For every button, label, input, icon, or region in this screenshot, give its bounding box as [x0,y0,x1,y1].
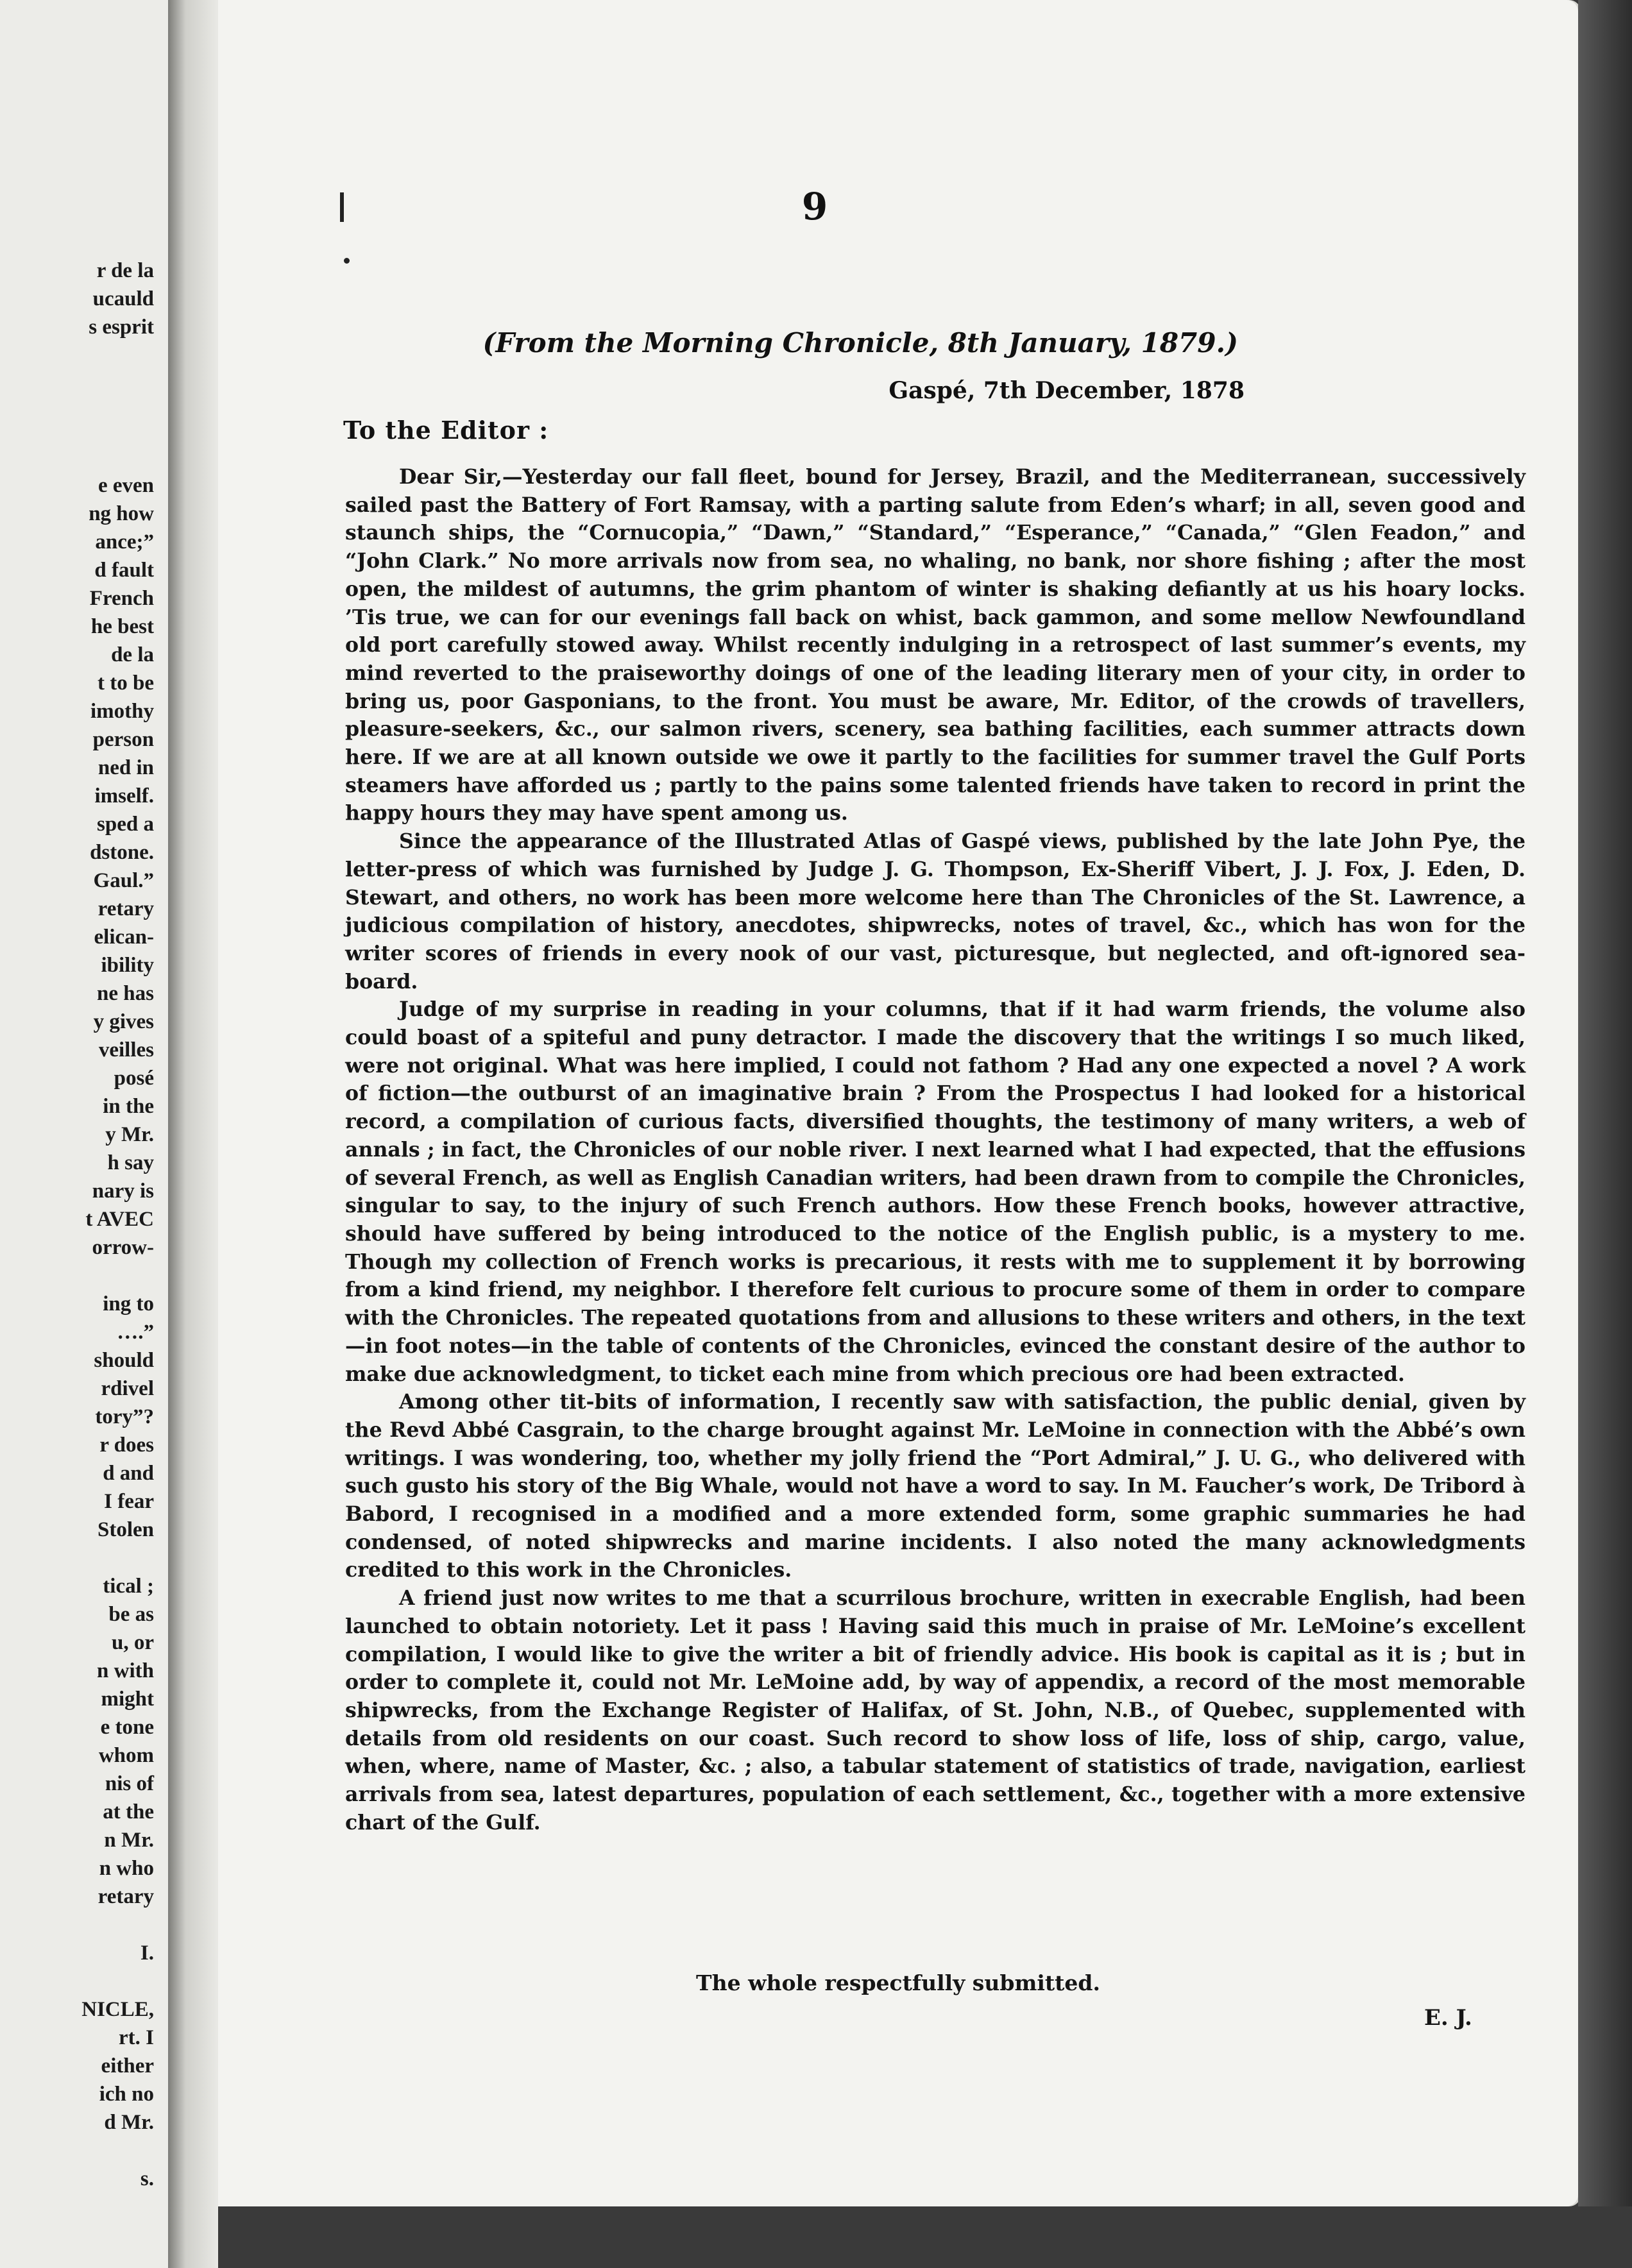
place-date: Gaspé, 7th December, 1878 [888,377,1245,404]
left-fragment-line: NICLE, [81,1998,154,2021]
left-fragment-line: y gives [93,1010,154,1033]
paragraph: Dear Sir,—Yesterday our fall fleet, bound for Jersey, Brazil, and the Mediterranean, successively sailed past the Battery of Fort Ramsay, with a parting salute from Eden’s wharf; in all, seven good and staunch ships, the “Cornucopia,” “Dawn,” “Standard,” “Esperance,” “Canada,” “Glen Feadon,” and “John Clark.” No more arrivals now from sea, no whaling, no bank, nor shore fishing ; after the most open, the mildest of autumns, the grim phantom of winter is shaking defiantly at us his hoary locks. ’Tis true, we can for our evenings fall back on whist, back gammon, and some mellow Newfoundland old port carefully stowed away. Whilst recently indulging in a retrospect of last summer’s events, my mind reverted to the praiseworthy doings of one of the leading literary men of your city, in order to bring us, poor Gasponians, to the front. You must be aware, Mr. Editor, of the crowds of travellers, pleasure-seekers, &c., our salmon rivers, scenery, sea bathing facilities, each summer attracts down here. If we are at all known outside we owe it partly to the facilities for summer travel the Gulf Ports steamers have afforded us ; partly to the pains some talented friends have taken to record in print the happy hours they may have spent among us. [345,465,1526,825]
left-fragment-line: tory”? [95,1405,154,1428]
left-fragment-line [0,2137,154,2165]
left-fragment-line: orrow- [92,1236,154,1259]
background-band [218,2206,1632,2268]
left-fragment-line: r does [99,1434,154,1457]
left-fragment-line: d fault [94,559,154,582]
margin-dot [344,258,350,264]
paragraph: Among other tit-bits of information, I recently saw with satisfaction, the public denial, given by the Revd Abbé Casgrain, to the charge brought against Mr. LeMoine in connection with the Abbé’s own writings. I was wondering, too, whether my jolly friend the “Port Admiral,” J. U. G., who delivered with such gusto his story of the Big Whale, would not have a word to say. In M. Faucher’s work, De Tribord à Babord, I recognised in a modified and a more extended form, some graphic summaries he had condensed, of noted shipwrecks and marine incidents. I also noted the many acknowledgments credited to this work in the Chronicles. [345,1390,1526,1582]
left-fragment-line: either [101,2054,154,2078]
left-fragment-line: e even [98,474,154,497]
salutation: To the Editor : [343,416,549,444]
paragraph: Judge of my surprise in reading in your columns, that if it had warm friends, the volume also could boast of a spiteful and puny detractor. I made the discovery that the writings I so much liked, were not original. What was here implied, I could not fathom ? Had any one expected a novel ? A work of fiction—the outburst of an imaginative brain ? From the Prospectus I had looked for a historical record, a compilation of curious facts, diversified thoughts, the testimony of many writers, a web of annals ; in fact, the Chronicles of our noble river. I next learned what I had expected, that the effusions of several French, as well as English Canadian writers, had been drawn from to compile the Chronicles, singular to say, to the injury of such French authors. How these French books, however attractive, should have suffered by being introduced to the notice of the English public, is a mystery to me. Though my collection of French works is precarious, it rests with me to supplement it by borrowing from a kind friend, my neighbor. I therefore felt curious to procure some of them in order to compare with the Chronicles. The repeated quotations from and allusions to these writers and others, in the text—in foot notes—in the table of contents of the Chronicles, evinced the constant desire of the author to make due acknowledgment, to ticket each mine from which precious ore had been extracted. [345,997,1526,1386]
left-fragment-line: whom [98,1744,154,1767]
left-fragment-line: retary [98,1885,154,1908]
left-fragment-line: u, or [112,1631,154,1654]
left-fragment-line: in the [103,1095,154,1118]
left-fragment-line: veilles [98,1038,154,1062]
left-fragment-line: dstone. [90,841,154,864]
left-fragment-line: person [92,728,154,751]
left-fragment-line: imself. [94,784,154,808]
signature: E. J. [1424,2005,1472,2031]
closing-line: The whole respectfully submitted. [696,1970,1100,1995]
left-fragment-line: retary [98,897,154,920]
left-fragment-line: at the [103,1800,154,1824]
left-fragment-line [0,1911,154,1939]
source-line: (From the Morning Chronicle, 8th January, 1879.) [482,327,1238,359]
left-fragment-line: should [94,1349,154,1372]
left-fragment-line: e tone [100,1716,154,1739]
left-fragment-line: t AVEC [85,1208,154,1231]
left-fragment-line: rt. I [119,2026,154,2049]
left-fragment-line: ne has [97,982,154,1005]
left-fragment-line: elican- [94,926,154,949]
left-fragment-line: n Mr. [104,1829,154,1852]
letter-body [345,463,1526,1836]
left-fragment-line: d Mr. [104,2111,154,2134]
left-fragment-line: r de la [96,259,154,282]
left-fragment-line: he best [90,615,154,638]
left-fragment-line: ng how [89,502,154,525]
left-fragment-line: t to be [98,672,154,695]
left-fragment-line: ucauld [92,287,154,310]
left-fragment-line: imothy [90,700,154,723]
left-fragment-line: tical ; [103,1575,154,1598]
left-fragment-line: y Mr. [105,1123,154,1146]
left-fragment-line: s esprit [89,316,154,339]
left-fragment-line: s. [140,2167,154,2190]
left-fragment-line: de la [111,643,154,666]
left-fragment-line: ibility [101,954,154,977]
left-fragment-line: posé [114,1067,154,1090]
paragraph: A friend just now writes to me that a scurrilous brochure, written in execrable English, had been launched to obtain notoriety. Let it pass ! Having said this much in praise of Mr. LeMoine’s excellent compilation, I would like to give the writer a bit of friendly advice. His book is capital as it is ; but in order to complete it, could not Mr. LeMoine add, by way of appendix, a record of the most memorable shipwrecks, from the Exchange Register of Halifax, of St. John, N.B., of Quebec, supplemented with details from old residents on our coast. Such record to show loss of life, loss of ship, cargo, value, when, where, name of Master, &c. ; also, a tabular statement of statistics of trade, navigation, earliest arrivals from sea, latest departures, population of each settlement, &c., together with a more extensive chart of the Gulf. [345,1586,1526,1834]
left-fragment-line: h say [107,1151,154,1174]
left-fragment-line: Gaul.” [93,869,154,892]
book-gutter [168,0,218,2268]
left-fragment-line: I fear [104,1490,154,1513]
left-fragment-line: nis of [105,1772,154,1795]
left-fragment-line: Stolen [97,1518,154,1541]
left-fragment-line [0,1544,154,1572]
left-fragment-line: d and [103,1462,154,1485]
left-fragment-line: French [89,587,154,610]
left-fragment-line: ance;” [95,530,154,554]
left-fragment-line: n with [97,1659,154,1682]
page-number: 9 [801,185,828,228]
left-fragment-line: n who [99,1857,154,1880]
left-fragment-line: ing to [103,1292,154,1316]
document-page [218,0,1578,2206]
left-fragment-line [0,1967,154,1995]
left-page-fragment-top [0,257,154,341]
left-fragment-line: rdivel [101,1377,154,1400]
page-edge-shadow [1578,0,1632,2268]
left-fragment-line: might [101,1688,154,1711]
left-fragment-line: be as [108,1603,154,1626]
left-facing-page [0,0,168,2268]
left-page-fragments [0,471,154,2193]
left-fragment-line [0,1262,154,1290]
left-fragment-line: ned in [98,756,154,779]
paragraph: Since the appearance of the Illustrated Atlas of Gaspé views, published by the late John Pye, the letter-press of which was furnished by Judge J. G. Thompson, Ex-Sheriff Vibert, J. J. Fox, J. Eden, D. Stewart, and others, no work has been more welcome here than The Chronicles of the St. Lawrence, a judicious compilation of history, anecdotes, shipwrecks, notes of travel, &c., which has won for the writer scores of friends in every nook of our vast, picturesque, but neglected, and oft-ignored sea-board. [345,829,1526,994]
margin-mark [340,192,344,222]
left-fragment-line: ich no [99,2083,154,2106]
left-fragment-line: I. [140,1942,154,1965]
left-fragment-line: nary is [92,1180,154,1203]
left-fragment-line: ….” [117,1321,154,1344]
left-fragment-line: sped a [97,813,154,836]
